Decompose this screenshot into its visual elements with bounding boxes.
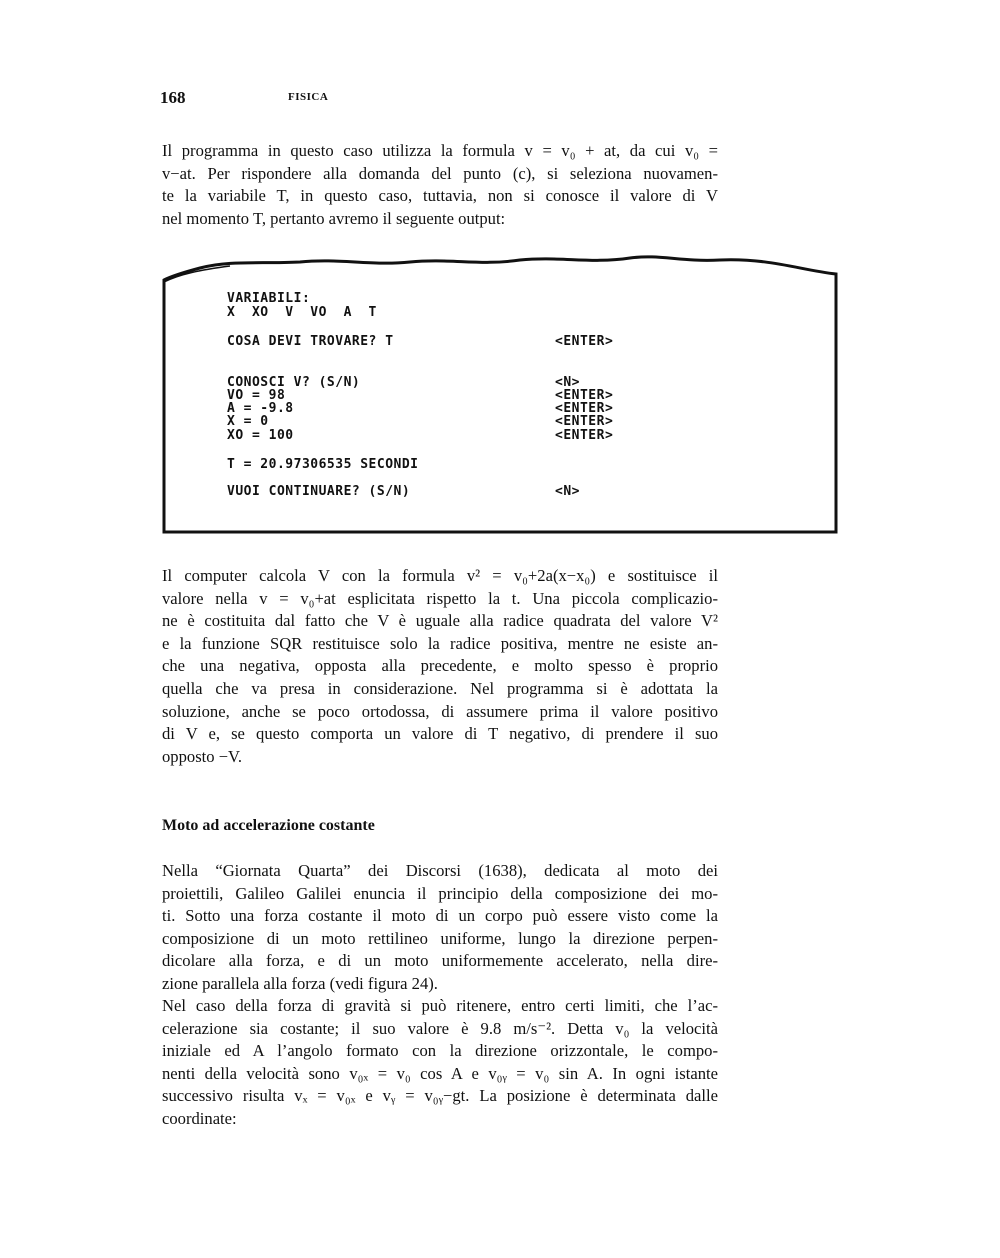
text-line: valore nella v = v₀+at esplicitata rispetto la t. Una piccola complicazio-	[162, 588, 718, 608]
input-key: <N>	[555, 375, 580, 390]
text-line: quella che va presa in considerazione. Nel programma si è adottata la	[162, 678, 718, 698]
result-line: T = 20.97306535 SECONDI	[227, 457, 419, 472]
paragraph-intro	[162, 140, 718, 230]
key-enter: <ENTER>	[555, 334, 614, 349]
section-heading: Moto ad accelerazione costante	[162, 817, 375, 834]
variables-list: X XO V VO A T	[227, 305, 377, 320]
input-line: VO = 98	[227, 388, 286, 403]
text-line: ti. Sotto una forza costante il moto di un corpo può essere visto come la	[162, 906, 718, 926]
text-line: nel momento T, pertanto avremo il seguente output:	[162, 208, 506, 228]
text-line: opposto −V.	[162, 746, 243, 766]
input-key: <ENTER>	[555, 388, 614, 403]
text-line: v−at. Per rispondere alla domanda del punto (c), si seleziona nuovamen-	[162, 163, 718, 183]
text-line: proiettili, Galileo Galilei enuncia il principio della composizione dei mo-	[162, 883, 718, 903]
text-line: e la funzione SQR restituisce solo la radice positiva, mentre ne esiste an-	[162, 633, 718, 653]
text-line: te la variabile T, in questo caso, tuttavia, non si conosce il valore di V	[162, 186, 718, 206]
input-key: <ENTER>	[555, 428, 614, 443]
input-line: CONOSCI V? (S/N)	[227, 375, 361, 390]
text-line: di V e, se questo comporta un valore di T negativo, di prendere il suo	[162, 724, 718, 744]
text-line: Il programma in questo caso utilizza la formula v = v₀ + at, da cui v₀ =	[162, 141, 718, 160]
input-line: A = -9.8	[227, 401, 294, 416]
text-line: coordinate:	[162, 1108, 237, 1128]
variables-title: VARIABILI:	[227, 291, 311, 306]
continue-key: <N>	[555, 484, 580, 499]
running-head: FISICA	[288, 91, 329, 103]
text-line: Nel caso della forza di gravità si può ritenere, entro certi limiti, che l’ac-	[162, 996, 718, 1015]
text-line: successivo risulta vₓ = v₀ₓ e vᵧ = v₀ᵧ−gt. La posizione è determinata dalle	[162, 1086, 718, 1106]
text-line: celerazione sia costante; il suo valore è 9.8 m/s⁻². Detta v₀ la velocità	[162, 1018, 718, 1038]
input-line: XO = 100	[227, 428, 294, 443]
terminal-output-box	[160, 252, 840, 534]
page-number: 168	[160, 88, 186, 107]
text-line: ne è costituita dal fatto che V è uguale alla radice quadrata del valore V²	[162, 611, 718, 631]
text-line: dicolare alla forza, e di un moto uniformemente accelerato, nella dire-	[162, 951, 718, 971]
paragraph-computation	[162, 565, 718, 768]
text-line: soluzione, anche se poco ortodossa, di assumere prima il valore positivo	[162, 701, 718, 721]
input-key: <ENTER>	[555, 414, 614, 429]
text-line: Il computer calcola V con la formula v² = v₀+2a(x−x₀) e sostituisce il	[162, 566, 718, 585]
input-key: <ENTER>	[555, 401, 614, 416]
paragraph-gravity	[162, 995, 718, 1131]
input-line: X = 0	[227, 414, 269, 429]
paragraph-galileo	[162, 860, 718, 996]
text-line: zione parallela alla forza (vedi figura 24).	[162, 973, 438, 993]
continue-question: VUOI CONTINUARE? (S/N)	[227, 484, 411, 499]
question-find: COSA DEVI TROVARE? T	[227, 334, 394, 349]
text-line: iniziale ed A l’angolo formato con la direzione orizzontale, le compo-	[162, 1041, 718, 1061]
text-line: che una negativa, opposta alla precedente, e molto spesso è proprio	[162, 656, 718, 676]
text-line: composizione di un moto rettilineo uniforme, lungo la direzione perpen-	[162, 928, 718, 948]
page-header	[160, 88, 720, 114]
text-line: Nella “Giornata Quarta” dei Discorsi (1638), dedicata al moto dei	[162, 861, 718, 880]
text-line: nenti della velocità sono v₀ₓ = v₀ cos A e v₀ᵧ = v₀ sin A. In ogni istante	[162, 1063, 718, 1083]
